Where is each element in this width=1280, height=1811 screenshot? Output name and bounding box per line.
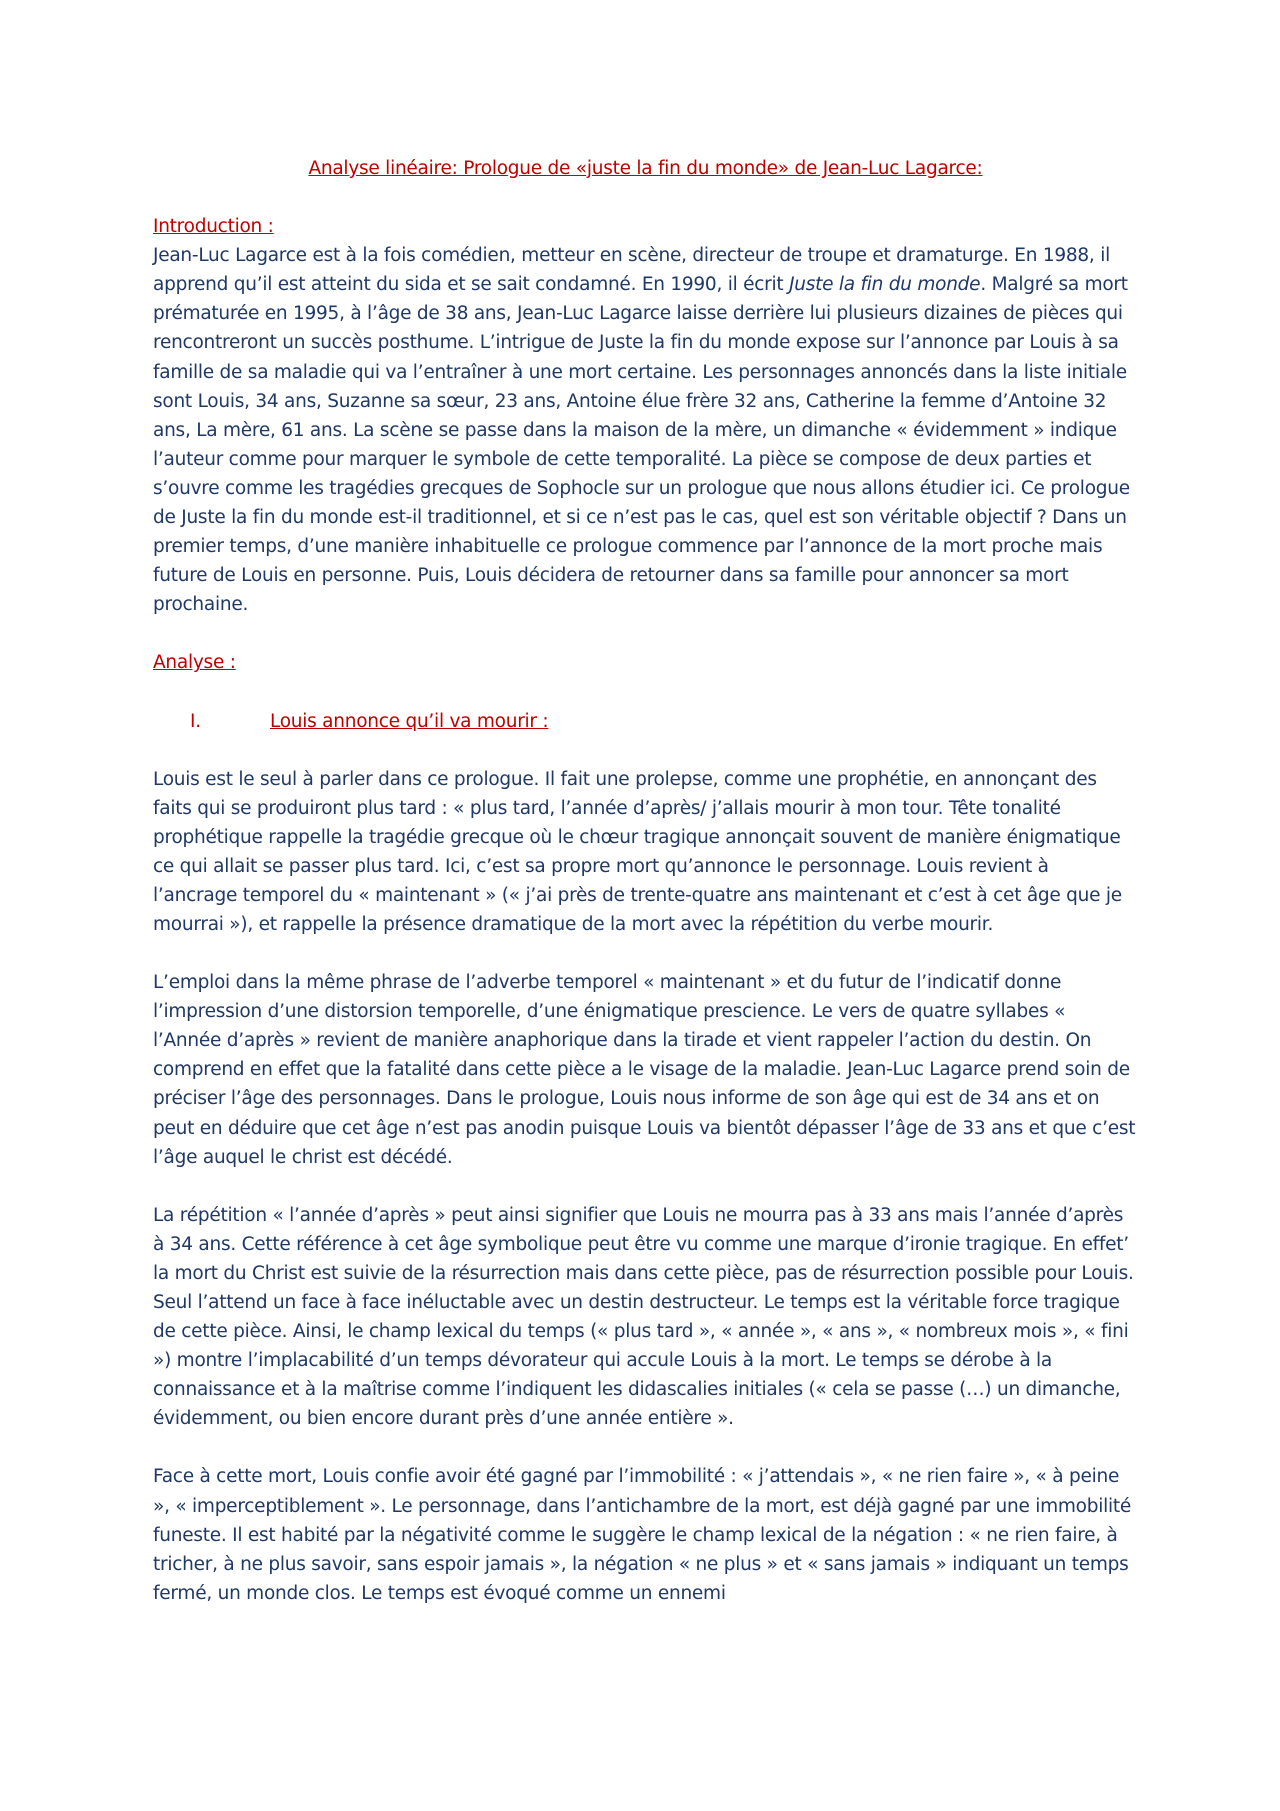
analysis-paragraph-2: L’emploi dans la même phrase de l’adverbe temporel « maintenant » et du futur de l’indicatif donne l’impression d’une distorsion temporelle, d’une énigmatique prescience. Le vers de quatre syllabes « l’Année d’après » revient de manière anaphorique dans la tirade et vient rappeler l’action du destin. On comprend en effet que la fatalité dans cette pièce a le visage de la maladie. Jean-Luc Lagarce prend soin de préciser l’âge des personnages. Dans le prologue, Louis nous informe de son âge qui est de 34 ans et on peut en déduire que cet âge n’est pas anodin puisque Louis va bientôt dépasser l’âge de 33 ans et que c’est l’âge auquel le christ est décédé.: [153, 972, 1136, 1168]
spacer: [153, 736, 1138, 765]
spacer: [153, 1172, 1138, 1201]
analysis-paragraph-3: La répétition « l’année d’après » peut ainsi signifier que Louis ne mourra pas à 33 ans mais l’année d’après à 34 ans. Cette référence à cet âge symbolique peut être vu comme une marque d’ironie tragique. En effet’ la mort du Christ est suivie de la résurrection mais dans cette pièce, pas de résurrection possible pour Louis. Seul l’attend un face à face inéluctable avec un destin destructeur. Le temps est la véritable force tragique de cette pièce. Ainsi, le champ lexical du temps (« plus tard », « année », « ans », « nombreux mois », « fini ») montre l’implacabilité d’un temps dévorateur qui accule Louis à la mort. Le temps se dérobe à la connaissance et à la maîtrise comme l’indiquent les didascalies initiales (« cela se passe (…) un dimanche, évidemment, ou bien encore durant près d’une année entière ».: [153, 1204, 1134, 1430]
spacer: [153, 1433, 1138, 1462]
analysis-paragraph-4: Face à cette mort, Louis confie avoir été gagné par l’immobilité : « j’attendais », « ne rien faire », « à peine », « imperceptiblement ». Le personnage, dans l’antichambre de la mort, est déjà gagné par une immobilité funeste. Il est habité par la négativité comme le suggère le champ lexical de la négation : « ne rien faire, à tricher, à ne plus savoir, sans espoir jamais », la négation « ne plus » et « sans jamais » indiquant un temps fermé, un monde clos. Le temps est évoqué comme un ennemi: [153, 1466, 1132, 1604]
introduction-text-part-1: Jean-Luc Lagarce est à la fois comédien, metteur en scène, directeur de troupe et dramaturge. En 1988, il apprend qu’il est atteint du sida et se sait condamné. En 1990, il écrit: [153, 245, 1110, 296]
introduction-paragraph: [153, 241, 1138, 619]
spacer: [153, 939, 1138, 968]
spacer: [153, 619, 1138, 648]
work-title: Juste la fin du monde: [789, 274, 981, 296]
section-title: Louis annonce qu’il va mourir :: [270, 710, 549, 732]
section-heading: [153, 707, 1138, 736]
analysis-paragraph-1: Louis est le seul à parler dans ce prologue. Il fait une prolepse, comme une prophétie, en annonçant des faits qui se produiront plus tard : « plus tard, l’année d’après/ j’allais mourir à mon tour. Tête tonalité prophétique rappelle la tragédie grecque où le chœur tragique annonçait souvent de manière énigmatique ce qui allait se passer plus tard. Ici, c’est sa propre mort qu’annonce le personnage. Louis revient à l’ancrage temporel du « maintenant » (« j’ai près de trente-quatre ans maintenant et c’est à cet âge que je mourrai »), et rappelle la présence dramatique de la mort avec la répétition du verbe mourir.: [153, 768, 1122, 935]
analysis-heading: Analyse :: [153, 652, 236, 674]
spacer: [153, 678, 1138, 707]
section-number: I.: [190, 710, 201, 732]
document-body: [153, 154, 1138, 1608]
introduction-text-part-2: . Malgré sa mort prématurée en 1995, à l’âge de 38 ans, Jean-Luc Lagarce laisse derrière lui plusieurs dizaines de pièces qui rencontreront un succès posthume. L’intrigue de Juste la fin du monde expose sur l’annonce par Louis à sa famille de sa maladie qui va l’entraîner à une mort certaine. Les personnages annoncés dans la liste initiale sont Louis, 34 ans, Suzanne sa sœur, 23 ans, Antoine élue frère 32 ans, Catherine la femme d’Antoine 32 ans, La mère, 61 ans. La scène se passe dans la maison de la mère, un dimanche « évidemment » indique l’auteur comme pour marquer le symbole de cette temporalité. La pièce se compose de deux parties et s’ouvre comme les tragédies grecques de Sophocle sur un prologue que nous allons étudier ici. Ce prologue de Juste la fin du monde est-il traditionnel, et si ce n’est pas le cas, quel est son véritable objectif ? Dans un premier temps, d’une manière inhabituelle ce prologue commence par l’annonce de la mort proche mais future de Louis en personne. Puis, Louis décidera de retourner dans sa famille pour annoncer sa mort prochaine.: [153, 274, 1130, 616]
document-title: Analyse linéaire: Prologue de «juste la fin du monde» de Jean-Luc Lagarce:: [308, 158, 983, 179]
introduction-heading: Introduction :: [153, 216, 274, 238]
